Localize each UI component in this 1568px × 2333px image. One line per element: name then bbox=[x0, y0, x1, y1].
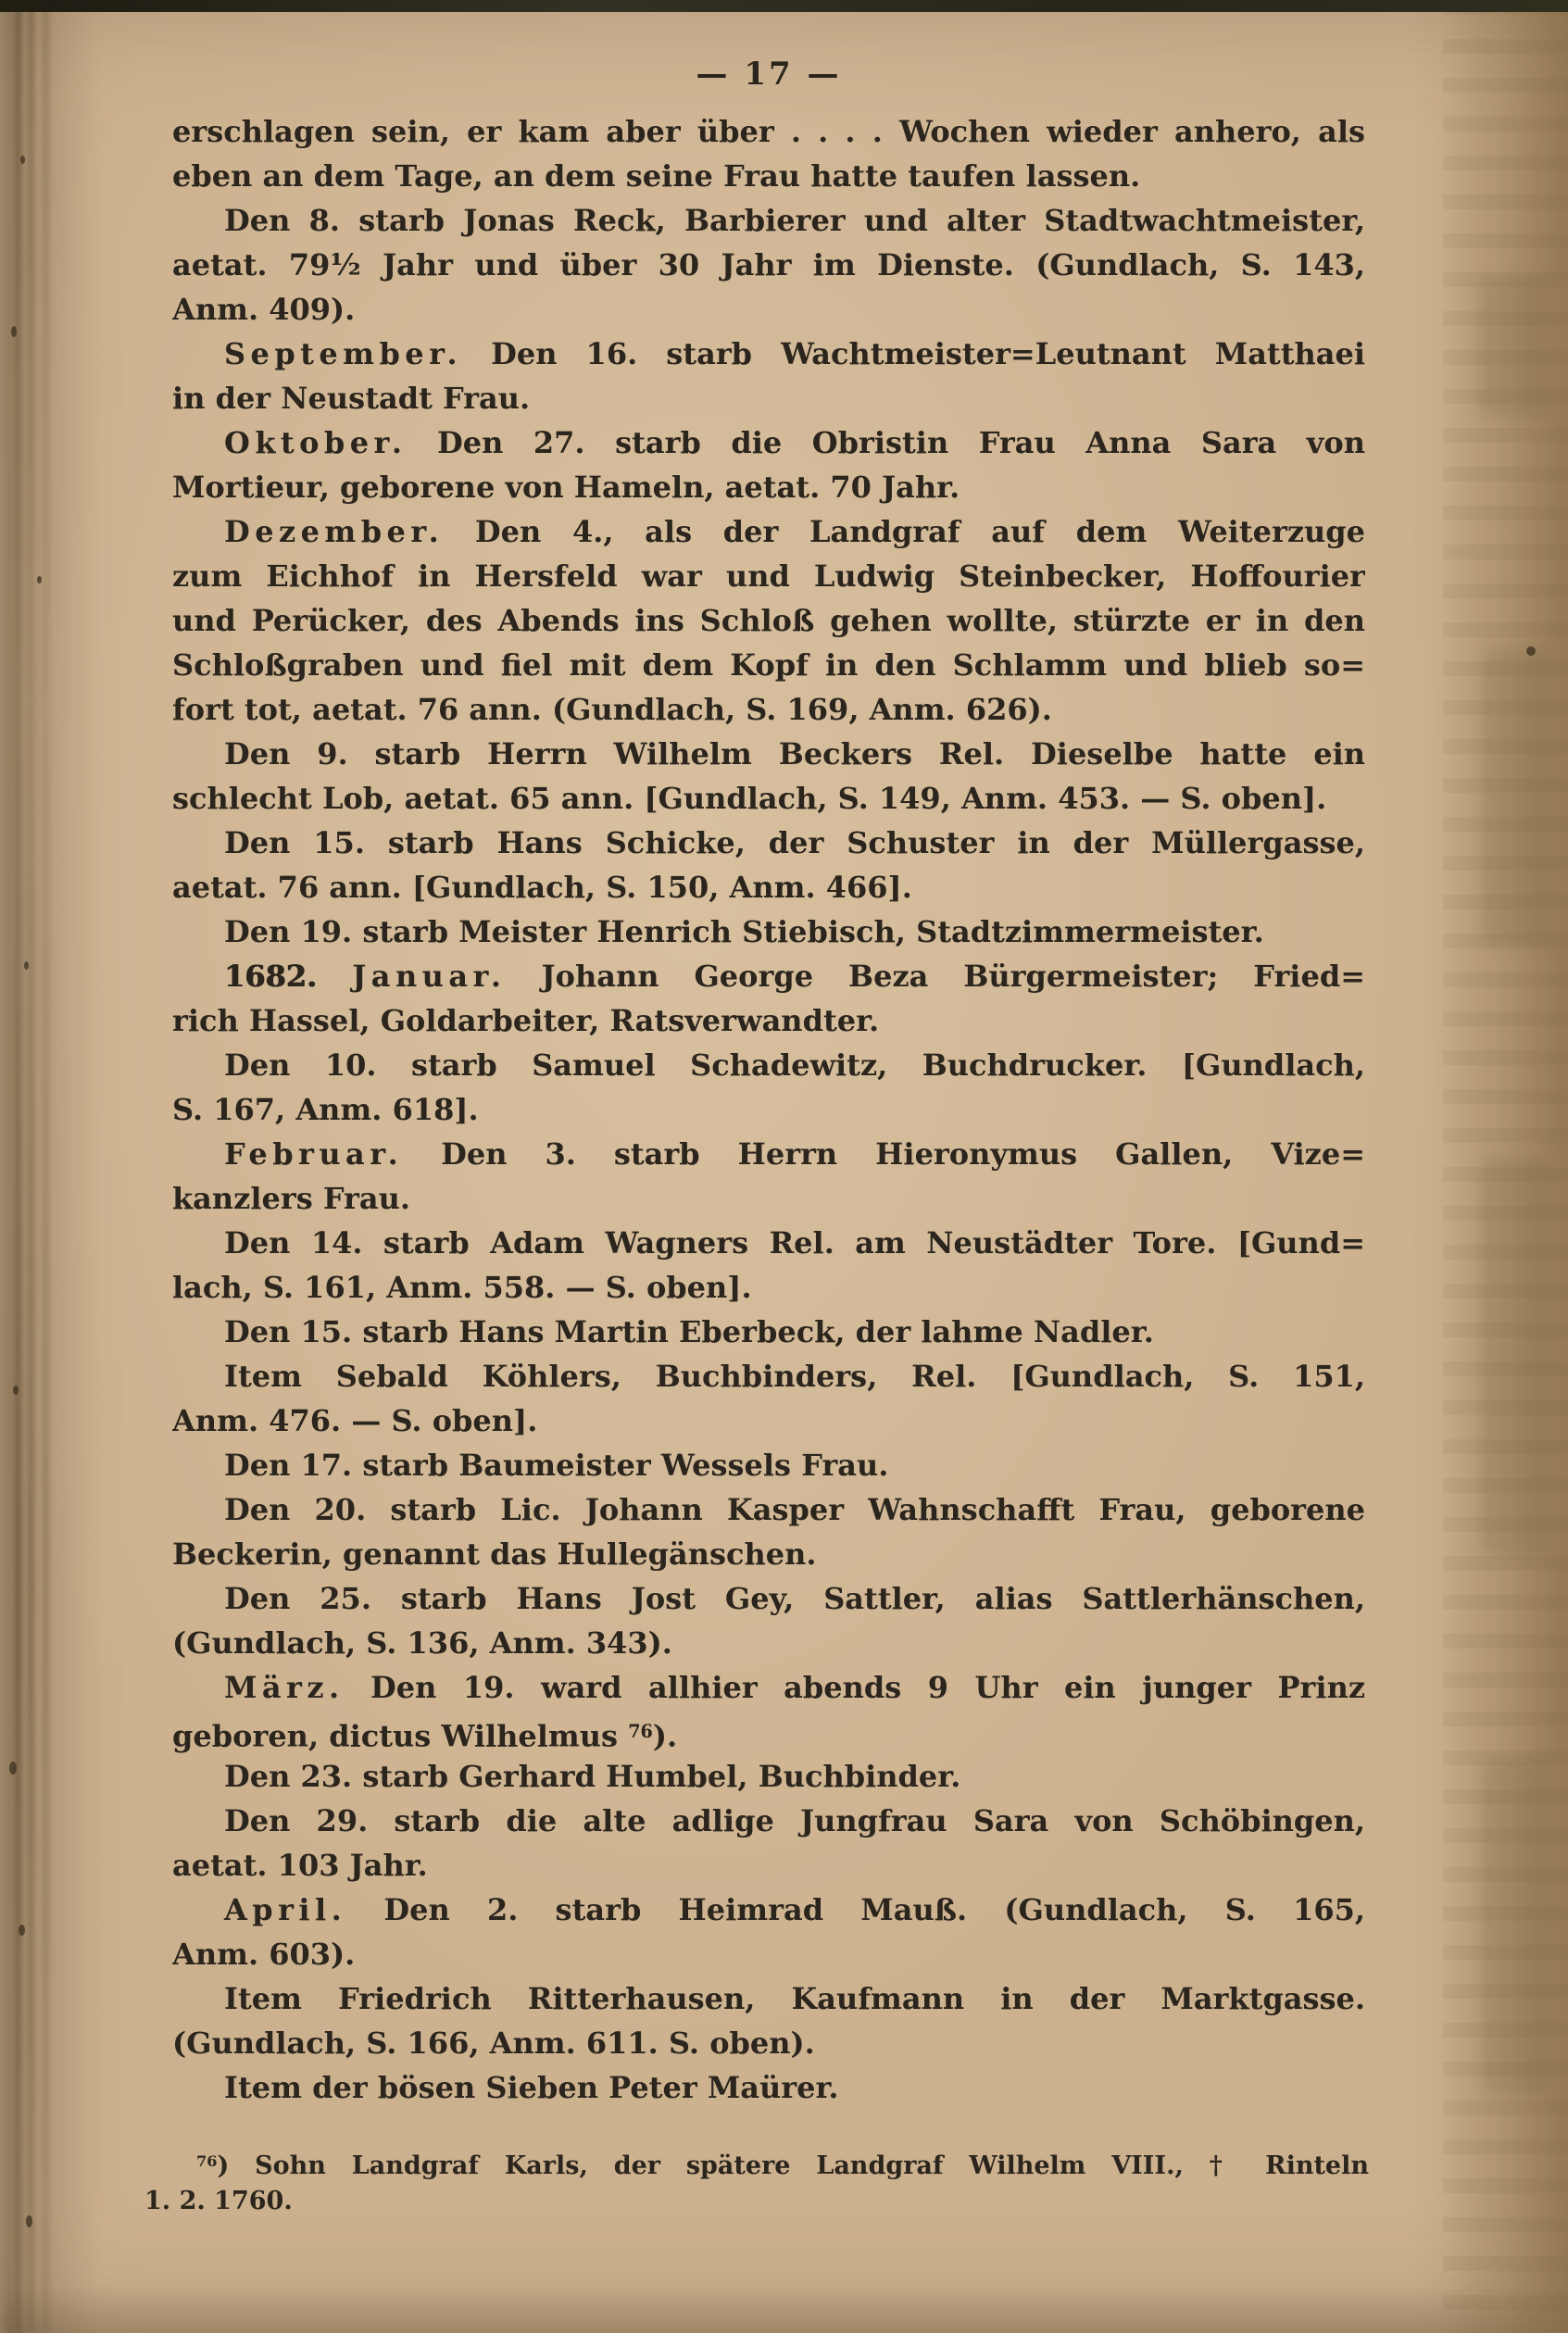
text-line bbox=[172, 376, 1365, 420]
ink-speck bbox=[37, 576, 42, 583]
text-line bbox=[172, 954, 1365, 998]
text-line bbox=[172, 1310, 1365, 1354]
text-line bbox=[172, 1221, 1365, 1265]
text-segment-normal: Den 14. starb Adam Wagners Rel. am Neustädter Tore. [Gund= bbox=[224, 1225, 1365, 1261]
text-segment-normal: zum Eichhof in Hersfeld war und Ludwig Steinbecker, Hoffourier bbox=[172, 558, 1365, 594]
text-line bbox=[172, 1976, 1365, 2021]
text-segment-normal bbox=[317, 959, 352, 994]
text-line bbox=[172, 2021, 1365, 2065]
text-segment-normal: (Gundlach, S. 166, Anm. 611. S. oben). bbox=[172, 2026, 815, 2061]
text-line bbox=[172, 1754, 1365, 1799]
text-segment-normal: in der Neustadt Frau. bbox=[172, 381, 531, 416]
text-line bbox=[172, 865, 1365, 909]
text-line bbox=[172, 687, 1365, 732]
text-segment-normal: Den 17. starb Baumeister Wessels Frau. bbox=[224, 1448, 889, 1483]
text-segment-normal: und Perücker, des Abends ins Schloß gehen wollte, stürzte er in den bbox=[172, 603, 1365, 638]
text-line bbox=[172, 420, 1365, 465]
showthrough-smudge bbox=[1480, 1158, 1549, 1556]
text-line bbox=[172, 554, 1365, 598]
text-segment-normal: Den 19. starb Meister Henrich Stiebisch, Stadtzimmermeister. bbox=[224, 914, 1264, 949]
text-line bbox=[172, 332, 1365, 376]
text-line bbox=[172, 1621, 1365, 1665]
text-segment-normal: Item Sebald Köhlers, Buchbinders, Rel. [Gundlach, S. 151, bbox=[224, 1359, 1365, 1394]
text-line bbox=[172, 1354, 1365, 1399]
text-segment-normal: Den 15. starb Hans Schicke, der Schuster in der Müllergasse, bbox=[224, 825, 1365, 860]
text-line bbox=[172, 998, 1365, 1043]
text-line bbox=[172, 1799, 1365, 1843]
text-line bbox=[172, 1532, 1365, 1576]
text-line bbox=[172, 598, 1365, 643]
text-segment-normal: Den 9. starb Herrn Wilhelm Beckers Rel. Dieselbe hatte ein bbox=[224, 736, 1365, 771]
text-segment-normal: S. 167, Anm. 618]. bbox=[172, 1092, 479, 1127]
text-line bbox=[172, 1087, 1365, 1132]
text-segment-normal: Den 29. starb die alte adlige Jungfrau Sara von Schöbingen, bbox=[224, 1803, 1365, 1838]
binding-streak bbox=[28, 0, 34, 2333]
text-segment-normal: Anm. 409). bbox=[172, 292, 356, 327]
text-segment-normal: fort tot, aetat. 76 ann. (Gundlach, S. 169, Anm. 626). bbox=[172, 692, 1052, 727]
text-segment-normal: eben an dem Tage, an dem seine Frau hatte taufen lassen. bbox=[172, 158, 1141, 194]
text-segment-normal: Den 16. starb Wachtmeister=Leutnant Matthaei bbox=[462, 336, 1365, 371]
text-segment-normal: Den 8. starb Jonas Reck, Barbierer und alter Stadtwachtmeister, bbox=[224, 203, 1365, 238]
binding-streak bbox=[15, 0, 21, 2333]
text-line bbox=[172, 1932, 1365, 1976]
text-line bbox=[172, 1576, 1365, 1621]
text-line bbox=[172, 1710, 1365, 1754]
text-segment-normal: erschlagen sein, er kam aber über . . . . Wochen wieder anhero, als bbox=[172, 114, 1365, 149]
ink-speck bbox=[11, 326, 17, 337]
text-line bbox=[172, 243, 1365, 287]
text-segment-normal: Den 4., als der Landgraf auf dem Weiterzuge bbox=[444, 514, 1365, 549]
text-segment-normal: Anm. 603). bbox=[172, 1937, 356, 1972]
text-segment-bold: 1682. bbox=[224, 959, 318, 994]
text-segment-normal: aetat. 103 Jahr. bbox=[172, 1848, 428, 1883]
text-segment-normal: 1. 2. 1760. bbox=[144, 2187, 293, 2215]
showthrough-smudge bbox=[1478, 278, 1547, 417]
ink-speck bbox=[1526, 646, 1536, 656]
text-segment-normal: ) Sohn Landgraf Karls, der spätere Landgraf Wilhelm VIII., † Rinteln bbox=[217, 2151, 1369, 2181]
text-segment-normal: Den 25. starb Hans Jost Gey, Sattler, alias Sattlerhänschen, bbox=[224, 1581, 1365, 1616]
text-line bbox=[172, 2065, 1365, 2110]
text-segment-spaced: Februar. bbox=[224, 1136, 404, 1172]
text-line bbox=[172, 1176, 1365, 1221]
text-segment-spaced: Januar. bbox=[352, 959, 507, 994]
text-segment-normal: Den 20. starb Lic. Johann Kasper Wahnschafft Frau, geborene bbox=[224, 1492, 1365, 1527]
text-line bbox=[172, 1265, 1365, 1310]
text-segment-normal: Anm. 476. — S. oben]. bbox=[172, 1403, 538, 1438]
text-segment-normal: Schloßgraben und fiel mit dem Kopf in den Schlamm und blieb so= bbox=[172, 647, 1365, 683]
text-line bbox=[172, 1665, 1365, 1710]
text-segment-normal: Item Friedrich Ritterhausen, Kaufmann in der Marktgasse. bbox=[224, 1981, 1365, 2016]
text-line bbox=[172, 1443, 1365, 1487]
text-segment-normal: aetat. 76 ann. [Gundlach, S. 150, Anm. 466]. bbox=[172, 870, 912, 905]
text-segment-normal: Den 23. starb Gerhard Humbel, Buchbinder. bbox=[224, 1759, 961, 1794]
text-line bbox=[172, 821, 1365, 865]
text-segment-normal: Johann George Beza Bürgermeister; Fried= bbox=[506, 959, 1365, 994]
text-line bbox=[172, 109, 1365, 154]
text-segment-normal: Beckerin, genannt das Hullegänschen. bbox=[172, 1537, 817, 1572]
text-segment-normal: Den 10. starb Samuel Schadewitz, Buchdrucker. [Gundlach, bbox=[224, 1047, 1365, 1083]
text-segment-normal: rich Hassel, Goldarbeiter, Ratsverwandter. bbox=[172, 1003, 880, 1038]
page-number bbox=[172, 56, 1365, 93]
text-line bbox=[172, 1132, 1365, 1176]
text-line bbox=[172, 1487, 1365, 1532]
text-line bbox=[172, 1888, 1365, 1932]
text-segment-spaced: April. bbox=[224, 1892, 347, 1927]
text-segment-sup: 76 bbox=[196, 2152, 218, 2170]
footnote-block bbox=[144, 2141, 1369, 2221]
ink-speck bbox=[20, 156, 25, 164]
text-segment-normal: Mortieur, geborene von Hameln, aetat. 70 Jahr. bbox=[172, 470, 960, 505]
text-segment-normal: lach, S. 161, Anm. 558. — S. oben]. bbox=[172, 1270, 752, 1305]
text-segment-normal: aetat. 79½ Jahr und über 30 Jahr im Dienste. (Gundlach, S. 143, bbox=[172, 247, 1365, 282]
ink-speck bbox=[19, 1925, 25, 1936]
binding-streak bbox=[43, 0, 49, 2333]
showthrough-smudge bbox=[1482, 648, 1549, 945]
text-line bbox=[172, 509, 1365, 554]
text-segment-sup: 76 bbox=[628, 1721, 653, 1742]
text-segment-normal: schlecht Lob, aetat. 65 ann. [Gundlach, S. 149, Anm. 453. — S. oben]. bbox=[172, 781, 1327, 816]
text-segment-spaced: September. bbox=[224, 336, 463, 371]
ink-speck bbox=[13, 1386, 19, 1395]
text-line bbox=[172, 1843, 1365, 1888]
footnote-line bbox=[144, 2181, 1369, 2221]
text-segment-normal: geboren, dictus Wilhelmus bbox=[172, 1718, 629, 1754]
text-segment-spaced: Oktober. bbox=[224, 425, 408, 460]
text-line bbox=[172, 776, 1365, 821]
text-segment-spaced: Dezember. bbox=[224, 514, 445, 549]
text-segment-normal: (Gundlach, S. 136, Anm. 343). bbox=[172, 1625, 672, 1661]
text-line bbox=[172, 643, 1365, 687]
text-segment-normal: Den 27. starb die Obristin Frau Anna Sara von bbox=[407, 425, 1365, 460]
text-line bbox=[172, 198, 1365, 243]
footnote-line bbox=[144, 2141, 1369, 2181]
text-segment-normal: Den 3. starb Herrn Hieronymus Gallen, Vize= bbox=[403, 1136, 1365, 1172]
text-line bbox=[172, 732, 1365, 776]
page-number-text: — 17 — bbox=[696, 56, 842, 93]
text-line bbox=[172, 154, 1365, 198]
ink-speck bbox=[26, 2215, 32, 2227]
text-line bbox=[172, 1043, 1365, 1087]
page-top-edge-shadow bbox=[0, 0, 1568, 12]
text-segment-normal: Den 2. starb Heimrad Mauß. (Gundlach, S. 165, bbox=[346, 1892, 1365, 1927]
showthrough-smudge bbox=[1482, 1760, 1549, 2093]
text-segment-normal: Den 15. starb Hans Martin Eberbeck, der lahme Nadler. bbox=[224, 1314, 1154, 1349]
ink-speck bbox=[24, 961, 29, 970]
text-line bbox=[172, 909, 1365, 954]
text-segment-normal: Item der bösen Sieben Peter Maürer. bbox=[224, 2070, 839, 2105]
ink-speck bbox=[9, 1762, 17, 1775]
text-line bbox=[172, 1399, 1365, 1443]
text-segment-normal: kanzlers Frau. bbox=[172, 1181, 411, 1216]
main-text-block bbox=[172, 109, 1365, 2110]
text-line bbox=[172, 287, 1365, 332]
text-segment-normal: ). bbox=[652, 1718, 678, 1754]
text-segment-normal: Den 19. ward allhier abends 9 Uhr ein junger Prinz bbox=[344, 1670, 1365, 1705]
text-line bbox=[172, 465, 1365, 509]
text-segment-spaced: März. bbox=[224, 1670, 345, 1705]
